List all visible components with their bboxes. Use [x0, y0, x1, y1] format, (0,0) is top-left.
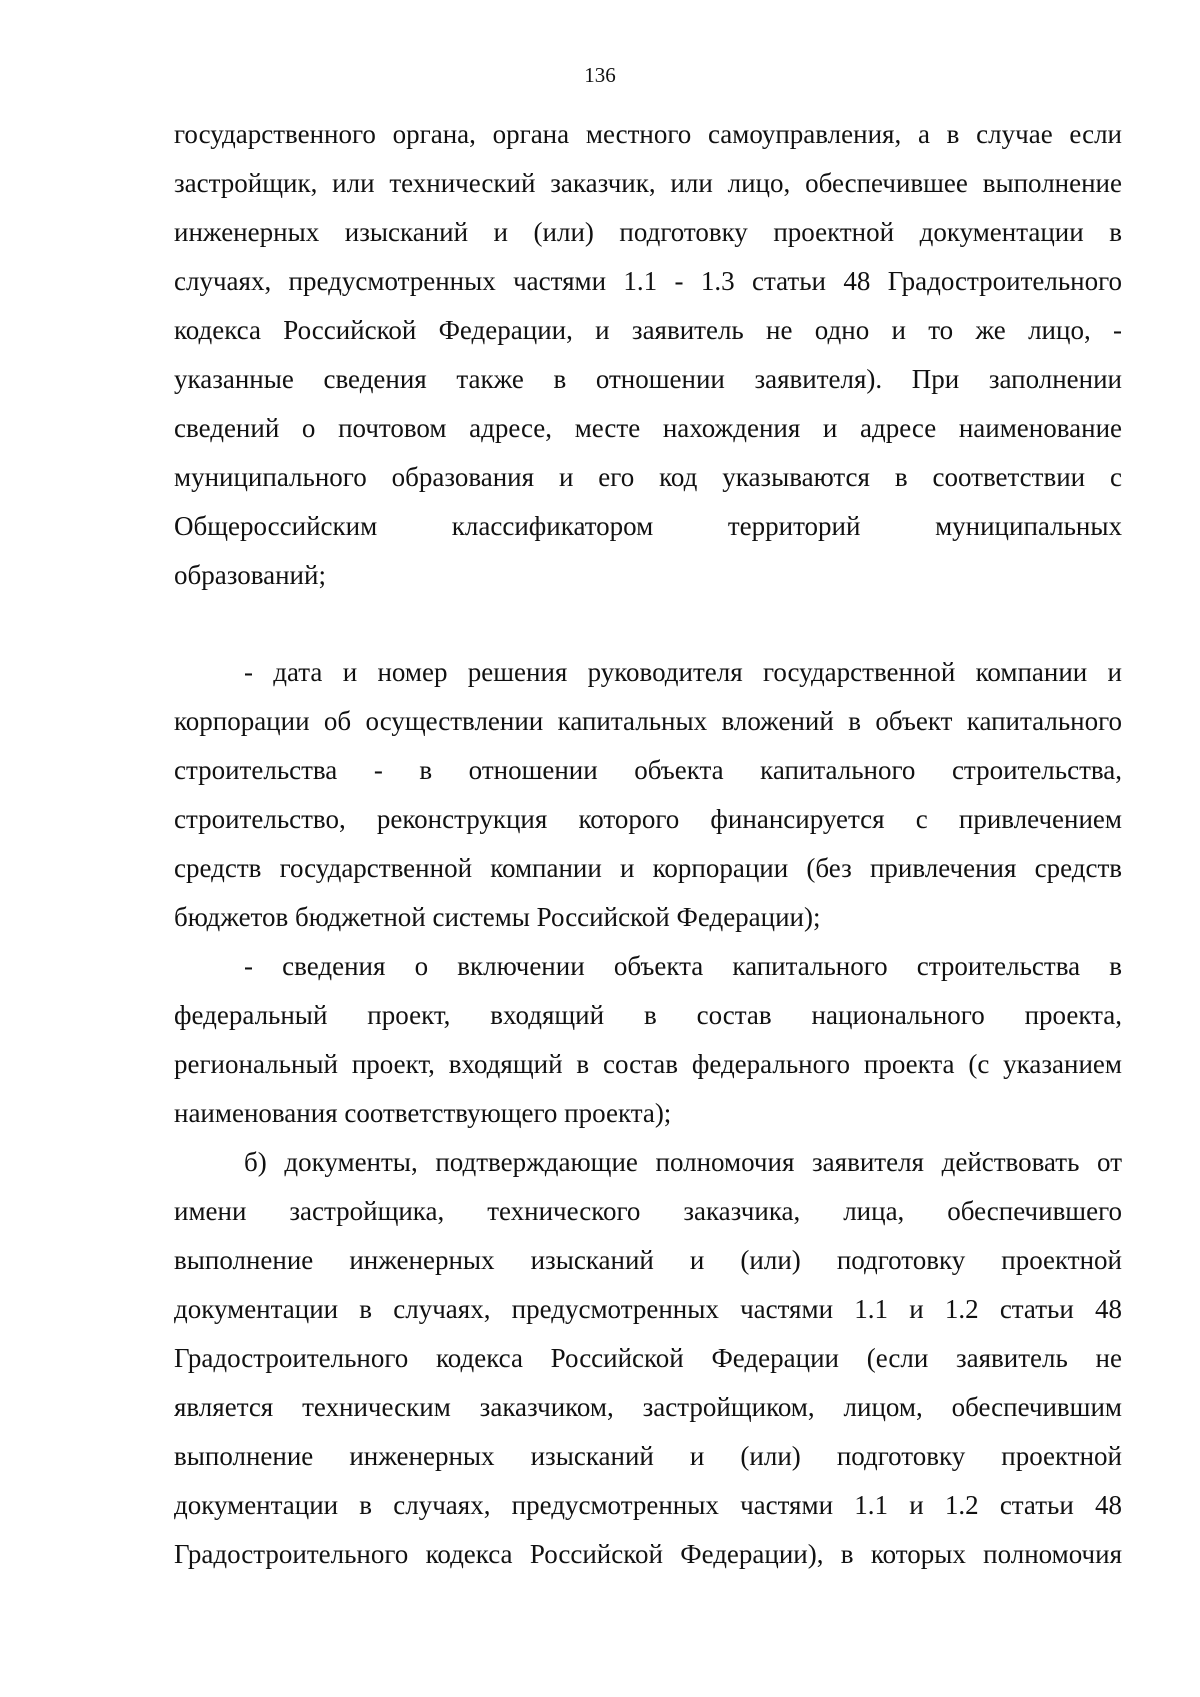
text-line: кодекса Российской Федерации, и заявитель не одно и то же лицо, -	[174, 315, 1122, 345]
text-line: документации в случаях, предусмотренных частями 1.1 и 1.2 статьи 48	[174, 1490, 1122, 1520]
text-line: является техническим заказчиком, застройщиком, лицом, обеспечившим	[174, 1392, 1122, 1422]
page-number: 136	[584, 63, 616, 87]
text-line: наименования соответствующего проекта);	[174, 1098, 672, 1128]
text-line: Общероссийским классификатором территорий муниципальных	[174, 511, 1122, 541]
text-line: муниципального образования и его код указываются в соответствии с	[174, 462, 1122, 492]
text-line: б) документы, подтверждающие полномочия заявителя действовать от	[244, 1147, 1122, 1177]
text-line: Градостроительного кодекса Российской Федерации), в которых полномочия	[174, 1539, 1122, 1569]
paragraph-continuation	[174, 110, 1122, 600]
text-line: - дата и номер решения руководителя государственной компании и	[244, 657, 1122, 687]
text-line: образований;	[174, 560, 326, 590]
text-line: документации в случаях, предусмотренных частями 1.1 и 1.2 статьи 48	[174, 1294, 1122, 1324]
paragraph-decision-date	[174, 648, 1122, 942]
text-line: инженерных изысканий и (или) подготовку проектной документации в	[174, 217, 1122, 247]
text-line: строительство, реконструкция которого финансируется с привлечением	[174, 804, 1122, 834]
text-line: региональный проект, входящий в состав федерального проекта (с указанием	[174, 1049, 1122, 1079]
paragraph-authority-documents	[174, 1138, 1122, 1579]
text-line: государственного органа, органа местного самоуправления, а в случае если	[174, 119, 1122, 149]
text-line: указанные сведения также в отношении заявителя). При заполнении	[174, 364, 1122, 394]
text-line: Градостроительного кодекса Российской Федерации (если заявитель не	[174, 1343, 1122, 1373]
text-line: средств государственной компании и корпорации (без привлечения средств	[174, 853, 1122, 883]
text-line: корпорации об осуществлении капитальных вложений в объект капитального	[174, 706, 1122, 736]
text-line: бюджетов бюджетной системы Российской Федерации);	[174, 902, 821, 932]
text-line: случаях, предусмотренных частями 1.1 - 1.3 статьи 48 Градостроительного	[174, 266, 1122, 296]
text-line: застройщик, или технический заказчик, или лицо, обеспечившее выполнение	[174, 168, 1122, 198]
text-line: имени застройщика, технического заказчика, лица, обеспечившего	[174, 1196, 1122, 1226]
text-line: выполнение инженерных изысканий и (или) подготовку проектной	[174, 1245, 1122, 1275]
text-line: сведений о почтовом адресе, месте нахождения и адресе наименование	[174, 413, 1122, 443]
text-line: выполнение инженерных изысканий и (или) подготовку проектной	[174, 1441, 1122, 1471]
text-line: федеральный проект, входящий в состав национального проекта,	[174, 1000, 1122, 1030]
text-line: строительства - в отношении объекта капитального строительства,	[174, 755, 1122, 785]
text-line: - сведения о включении объекта капитального строительства в	[244, 951, 1122, 981]
paragraph-project-inclusion	[174, 942, 1122, 1138]
